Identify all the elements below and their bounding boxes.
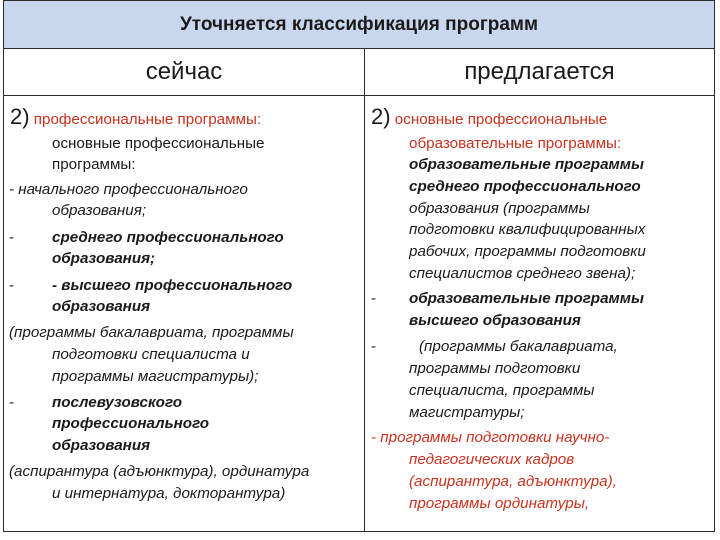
text-line: послевузовского	[52, 394, 182, 411]
text-line: педагогических кадров	[409, 451, 575, 468]
list-item-header	[371, 106, 607, 131]
text-line: образовательные программы	[409, 290, 644, 307]
text-line: программы ординатуры,	[409, 495, 590, 512]
text-line: программы:	[52, 156, 136, 173]
text-line: (программы бакалавриата, программы	[9, 324, 294, 341]
table-title: Уточняется классификация программ	[4, 1, 714, 49]
column-header-row	[4, 48, 714, 96]
text-line: - начального профессионального	[9, 181, 248, 198]
list-item-header	[10, 106, 261, 131]
text-line: основные профессиональные	[52, 135, 265, 152]
text-line: специалистов среднего звена);	[409, 265, 636, 282]
column-header-current: сейчас	[4, 48, 365, 95]
text-line: (аспирантура (адъюнктура), ординатура	[9, 463, 310, 480]
text-line: образования (программы	[409, 200, 590, 217]
text-line: образования;	[52, 250, 156, 267]
text-line: высшего образования	[409, 312, 581, 329]
current-column	[4, 95, 364, 531]
item-number: 2)	[371, 104, 391, 129]
proposed-column	[365, 95, 715, 531]
comparison-table	[3, 0, 715, 532]
text-line: образовательные программы:	[409, 135, 622, 152]
text-line: (программы бакалавриата,	[419, 338, 618, 355]
text-line: магистратуры;	[409, 404, 525, 421]
list-dash: -	[9, 277, 15, 294]
list-dash: -	[371, 338, 377, 355]
text-line: образования;	[52, 202, 147, 219]
text-line: программы подготовки	[409, 360, 581, 377]
item-heading: основные профессиональные	[394, 111, 608, 128]
item-heading: профессиональные программы:	[33, 111, 262, 128]
list-dash: -	[9, 229, 15, 246]
text-line: программы магистратуры);	[52, 368, 259, 385]
list-dash: -	[9, 394, 15, 411]
text-line: образования	[52, 298, 151, 315]
text-line: рабочих, программы подготовки	[409, 243, 646, 260]
item-number: 2)	[10, 104, 30, 129]
text-line: и интернатура, докторантура)	[52, 485, 286, 502]
text-line: специалиста, программы	[409, 382, 595, 399]
text-line: профессионального	[52, 415, 210, 432]
text-line: - программы подготовки научно-	[371, 429, 610, 446]
text-line: подготовки специалиста и	[52, 346, 250, 363]
list-dash: -	[371, 290, 377, 307]
text-line: подготовки квалифицированных	[409, 221, 646, 238]
column-header-proposed: предлагается	[464, 57, 615, 85]
text-line: среднего профессионального	[52, 229, 284, 246]
text-line: (аспирантура, адъюнктура),	[409, 473, 617, 490]
text-line: среднего профессионального	[409, 178, 641, 195]
text-line: образовательные программы	[409, 156, 644, 173]
text-line: - высшего профессионального	[52, 277, 293, 294]
text-line: образования	[52, 437, 151, 454]
